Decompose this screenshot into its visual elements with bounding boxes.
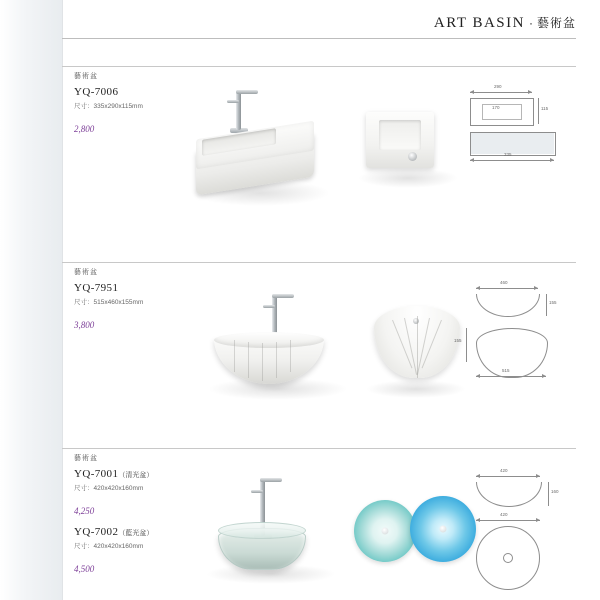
- model-price: 4,250: [74, 506, 95, 516]
- tech-top-inner: [482, 104, 522, 120]
- tech-front-outline: [470, 132, 556, 156]
- product-photo-glass-bowl: [182, 466, 352, 586]
- dim-line-top: [476, 520, 540, 521]
- dim-label-155: 155: [549, 300, 557, 305]
- tech-side-view: [476, 482, 542, 507]
- model-size: 尺寸：335x290x115mm: [74, 103, 143, 110]
- dim-label-420b: 420: [500, 512, 508, 517]
- model-variant: （清光盆）: [118, 471, 154, 479]
- model-variant: （藍光盆）: [118, 529, 154, 537]
- basin-inner-bowl: [379, 120, 421, 150]
- left-gradient-band: [0, 0, 62, 600]
- dim-label-115: 115: [541, 106, 549, 111]
- dim-line-front: [470, 160, 554, 161]
- product-photo-front-basin: [352, 96, 462, 196]
- shell-basin-rim: [214, 332, 324, 348]
- header-divider: [62, 38, 576, 39]
- tech-drawing-3: [462, 468, 582, 582]
- dim-label-inner: 170: [492, 105, 500, 110]
- product-section-3: [62, 448, 600, 600]
- dim-line-width: [476, 476, 540, 477]
- dim-label-155b: 155: [454, 338, 462, 343]
- model-entry-yq7002: [74, 526, 153, 574]
- header-title-separator: ·: [528, 16, 533, 30]
- model-size: 尺寸：420x420x160mm: [74, 485, 144, 492]
- dim-line-height-side: [538, 98, 539, 124]
- product-section-2: [62, 262, 600, 447]
- tech-drain-circle: [503, 553, 513, 563]
- basin-drain: [413, 318, 419, 324]
- dim-line-width: [470, 92, 532, 93]
- dim-label-420: 420: [500, 468, 508, 473]
- shell-rib: [248, 342, 249, 378]
- dim-label-515: 515: [502, 368, 510, 373]
- section-3-tag: 藝術盆: [74, 455, 98, 462]
- shell-rib: [234, 340, 235, 372]
- model-price: 3,800: [74, 320, 95, 330]
- model-code: [74, 526, 153, 538]
- section-3-divider: [62, 448, 576, 449]
- model-code: YQ-7006: [74, 86, 119, 98]
- model-entry-yq7001: [74, 468, 153, 516]
- section-1-divider: [62, 66, 576, 67]
- model-code: YQ-7951: [74, 282, 119, 294]
- dim-label-160: 160: [551, 489, 559, 494]
- faucet-handle: [263, 305, 275, 308]
- dim-line-height: [548, 482, 549, 506]
- model-entry-yq7951: [74, 282, 143, 330]
- faucet-spout: [260, 478, 282, 482]
- shell-rib: [290, 340, 291, 372]
- model-code: [74, 468, 153, 480]
- faucet-handle: [227, 100, 239, 103]
- basin-drain: [382, 528, 389, 535]
- header-title-en: ART BASIN: [433, 15, 525, 31]
- model-code-text: YQ-7001: [74, 468, 119, 480]
- faucet-stem: [236, 90, 241, 130]
- dim-label-290: 290: [494, 84, 502, 89]
- faucet-spout: [272, 294, 294, 298]
- faucet-handle: [251, 490, 263, 493]
- section-2-divider: [62, 262, 576, 263]
- basin-drain: [408, 152, 417, 161]
- model-code-text: YQ-7002: [74, 526, 119, 538]
- header-title-cn: 藝術盆: [536, 16, 576, 30]
- model-price: 4,500: [74, 564, 95, 574]
- faucet-stem: [272, 294, 277, 334]
- dim-line-front: [476, 376, 546, 377]
- tech-drawing-1: [462, 84, 582, 168]
- glass-basin-rim: [218, 522, 306, 539]
- model-entry-yq7006: [74, 86, 143, 134]
- dim-line-height-front: [466, 328, 467, 362]
- tech-top-bowl: [476, 294, 540, 317]
- photo-shadow: [358, 168, 458, 188]
- dim-label-460: 460: [500, 280, 508, 285]
- photo-shadow: [366, 380, 466, 398]
- glass-basin-clear-green: [354, 500, 416, 562]
- section-1-tag: 藝術盆: [74, 73, 98, 80]
- shell-rib: [276, 342, 277, 378]
- tech-front-shell: [476, 328, 548, 378]
- model-size: 尺寸：515x460x155mm: [74, 299, 144, 306]
- dim-line-depth: [546, 294, 547, 316]
- dim-line-width: [476, 288, 538, 289]
- faucet-spout: [236, 90, 258, 94]
- product-section-1: [62, 66, 600, 261]
- product-photo-shell-front: [362, 288, 472, 398]
- product-photo-angled-basin: [172, 84, 342, 214]
- page-header: [434, 14, 576, 32]
- model-price: 2,800: [74, 124, 95, 134]
- basin-drain: [440, 526, 447, 533]
- shell-rib: [262, 343, 263, 381]
- product-photo-colour-bowls: [350, 486, 480, 576]
- dim-label-335: 335: [504, 152, 512, 157]
- product-photo-shell-side: [182, 282, 362, 402]
- model-size: 尺寸：420x420x160mm: [74, 543, 144, 550]
- tech-drawing-2: [454, 280, 592, 374]
- section-2-tag: 藝術盆: [74, 269, 98, 276]
